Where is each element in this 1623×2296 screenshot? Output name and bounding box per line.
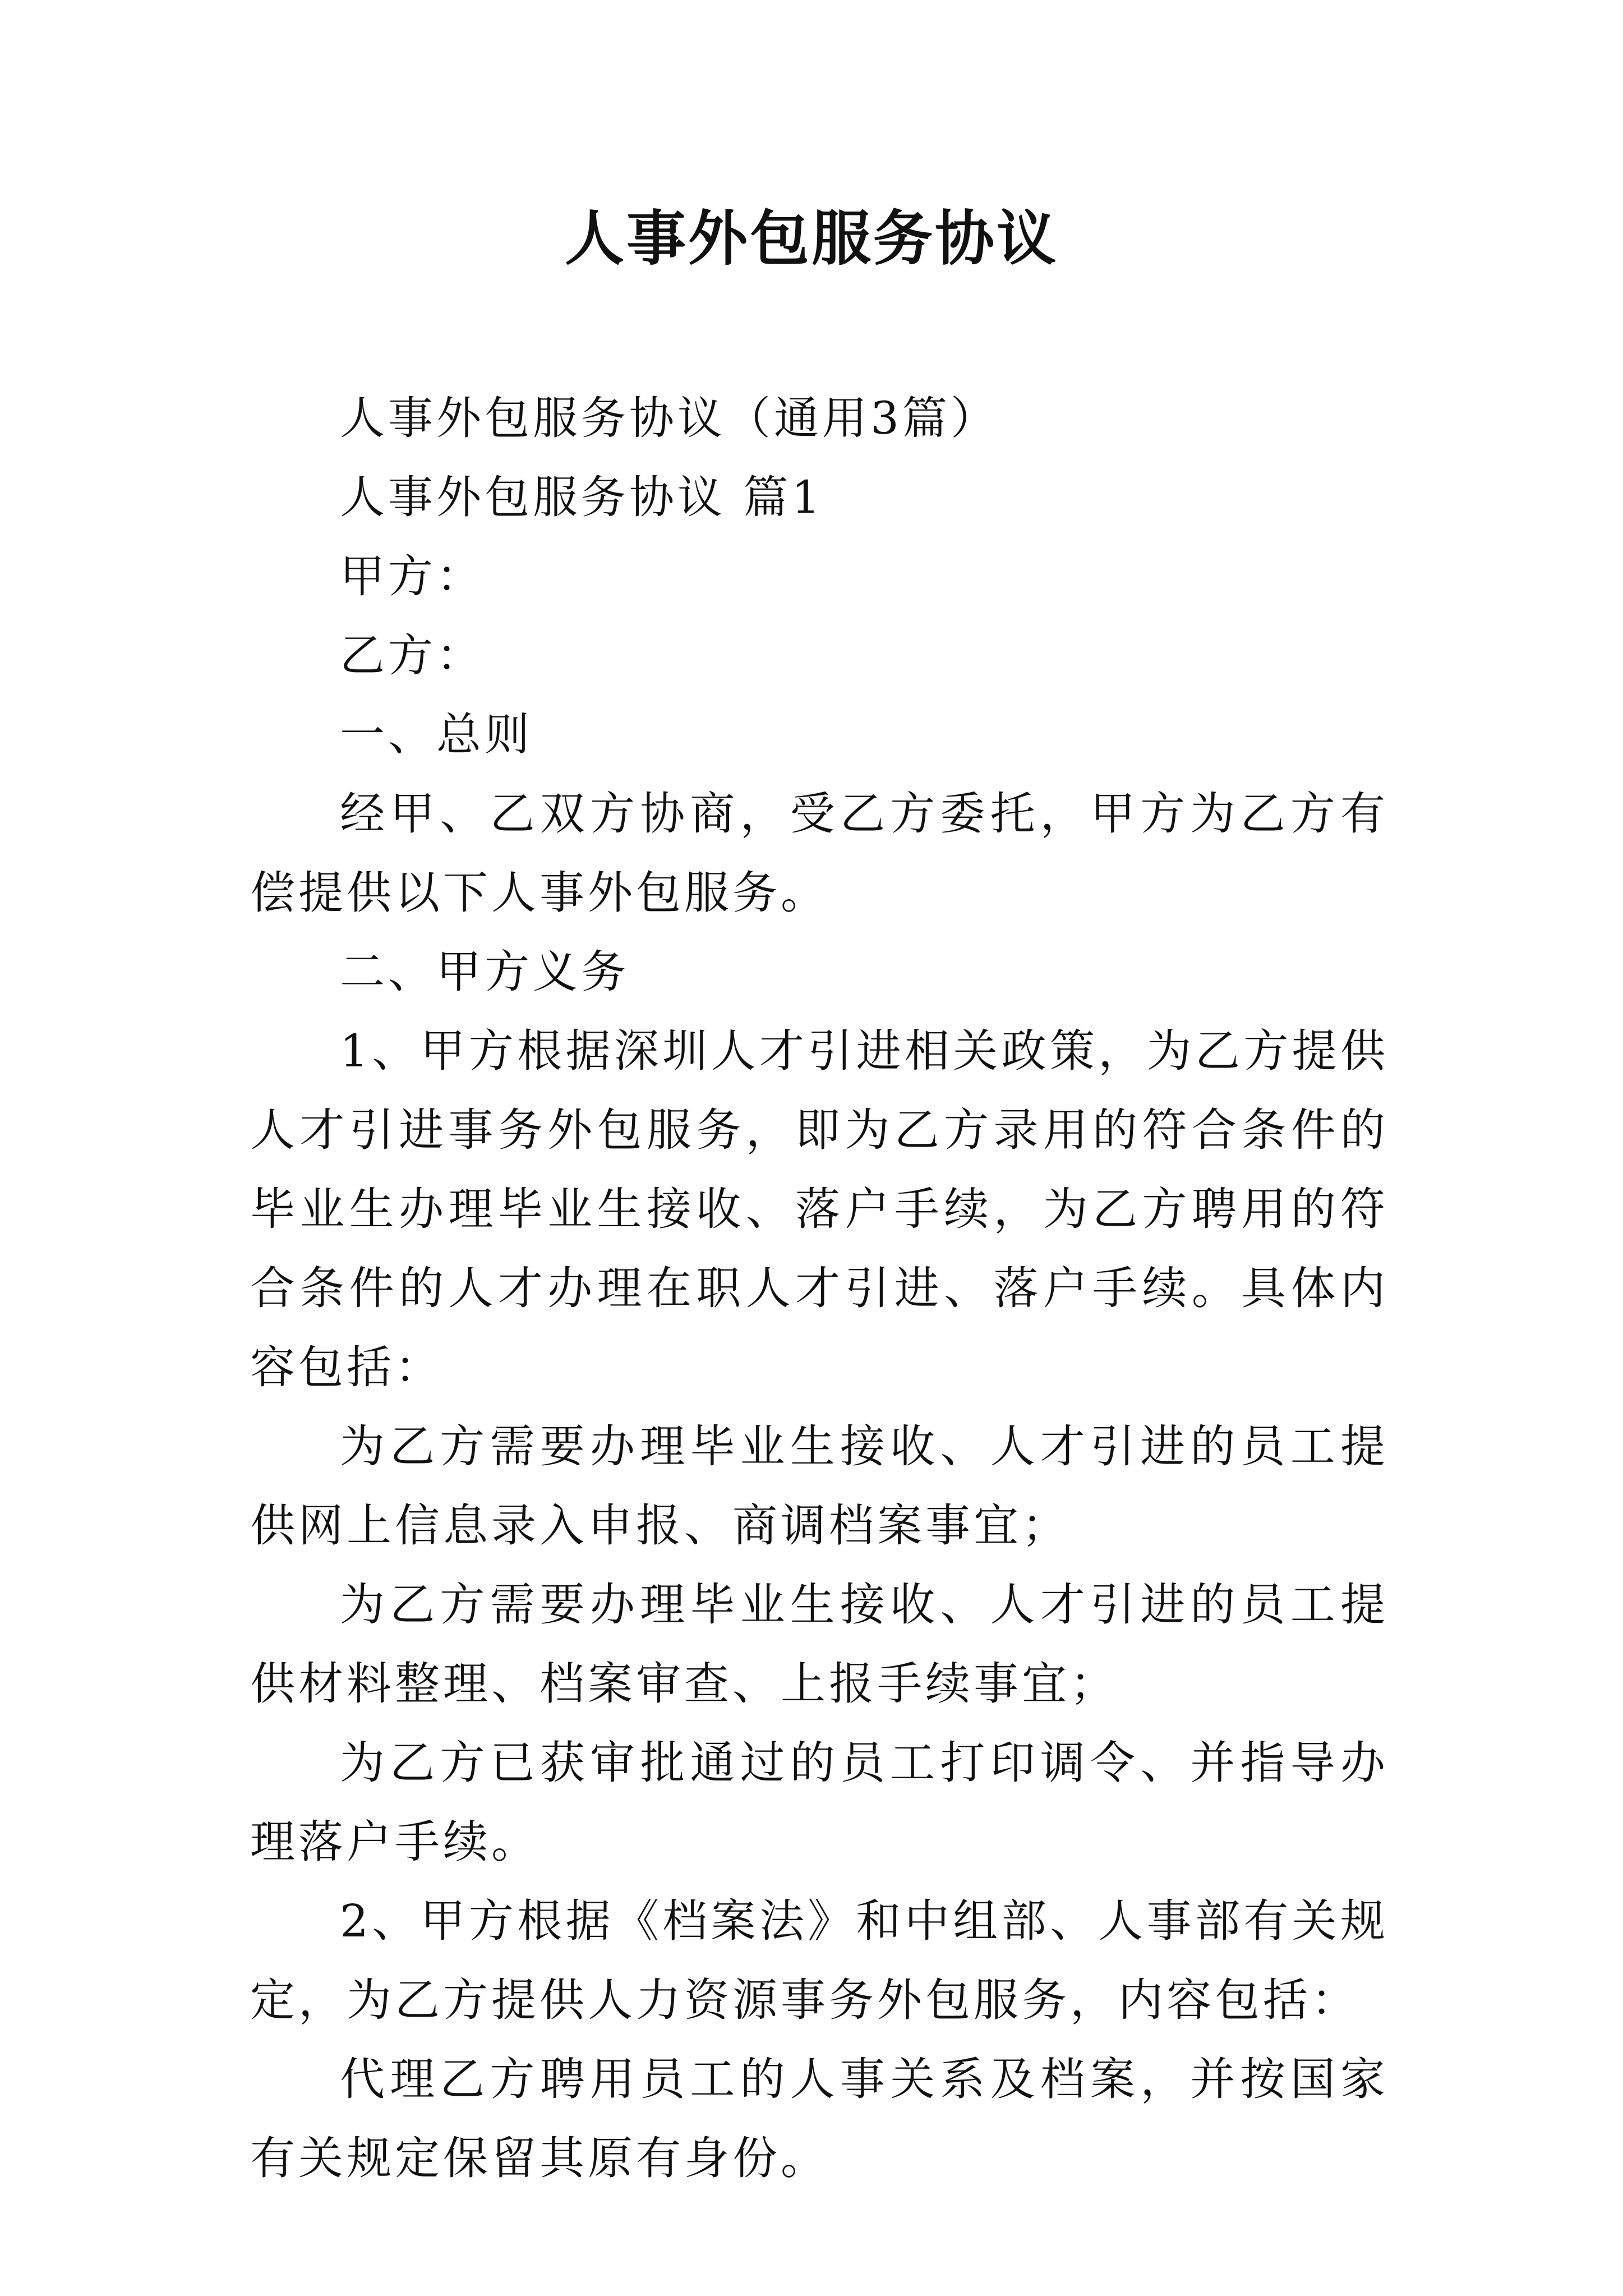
paragraph-subtitle: 人事外包服务协议（通用3篇） <box>340 392 999 444</box>
paragraph-section-heading: 人事外包服务协议 篇1 <box>340 471 824 523</box>
paragraph-obligation-2-item-1: 代理乙方聘用员工的人事关系及档案，并按国家有关规定保留其原有身份。 <box>250 2053 1389 2184</box>
paragraph-obligation-1: 1、甲方根据深圳人才引进相关政策，为乙方提供人才引进事务外包服务，即为乙方录用的符合条件的毕业生办理毕业生接收、落户手续，为乙方聘用的符合条件的人才办理在职人才引进、落户手续。具体内容包括： <box>250 1025 1389 1393</box>
paragraph-obligation-1-item-2: 为乙方需要办理毕业生接收、人才引进的员工提供材料整理、档案审查、上报手续事宜； <box>250 1579 1389 1710</box>
document-title: 人事外包服务协议 <box>565 203 1058 273</box>
paragraph-obligation-1-item-3: 为乙方已获审批通过的员工打印调令、并指导办理落户手续。 <box>250 1737 1389 1868</box>
document-body <box>250 379 1389 2198</box>
paragraph-obligation-1-item-1: 为乙方需要办理毕业生接收、人才引进的员工提供网上信息录入申报、商调档案事宜； <box>250 1420 1389 1552</box>
paragraph-general-heading: 一、总则 <box>340 708 533 761</box>
paragraph-party-b: 乙方： <box>340 629 485 682</box>
paragraph-obligations-heading: 二、甲方义务 <box>340 946 629 998</box>
paragraph-party-a: 甲方： <box>340 550 485 602</box>
paragraph-obligation-2: 2、甲方根据《档案法》和中组部、人事部有关规定，为乙方提供人力资源事务外包服务，内容包括： <box>250 1895 1389 2026</box>
paragraph-general-text: 经甲、乙双方协商，受乙方委托，甲方为乙方有偿提供以下人事外包服务。 <box>250 788 1389 919</box>
